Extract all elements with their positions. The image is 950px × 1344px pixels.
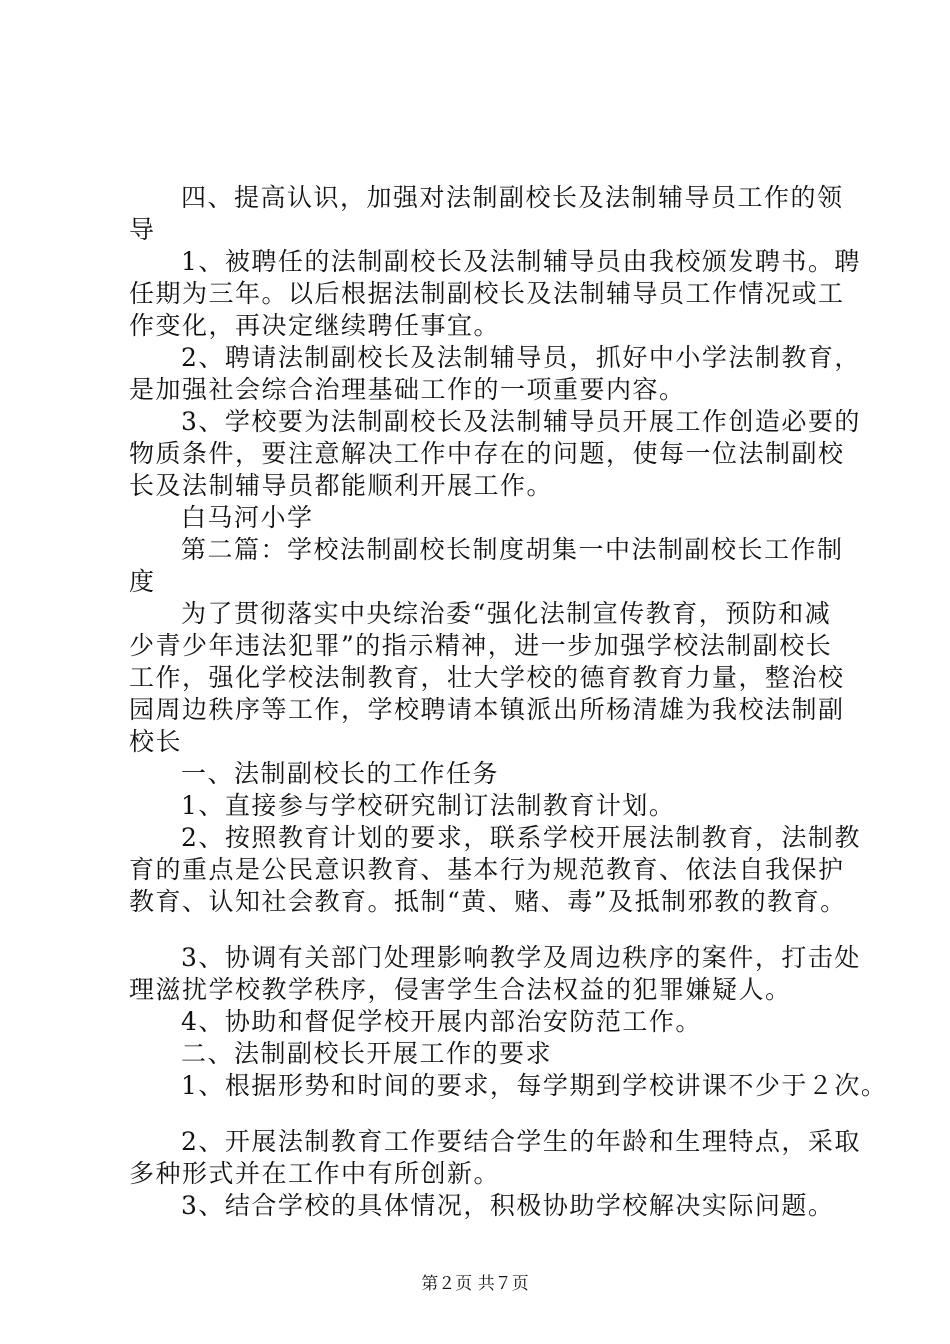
text-line: 工作，强化学校法制教育，壮大学校的德育教育力量，整治校 <box>129 663 845 692</box>
chapter-heading: 第二篇：学校法制副校长制度胡集一中法制副校长工作制 <box>181 535 844 564</box>
text-line: 长及法制辅导员都能顺利开展工作。 <box>129 471 554 500</box>
page-number-footer: 第２页 共７页 <box>421 1274 529 1294</box>
text-line: 作变化，再决定继续聘任事宜。 <box>129 311 501 340</box>
signature-school-name: 白马河小学 <box>181 503 314 532</box>
section-heading: 二、法制副校长开展工作的要求 <box>181 1039 553 1068</box>
text-line: 育的重点是公民意识教育、基本行为规范教育、依法自我保护 <box>129 855 845 884</box>
text-line: 3、协调有关部门处理影响教学及周边秩序的案件，打击处 <box>181 943 861 972</box>
text-line: 教育、认知社会教育。抵制“黄、赌、毒”及抵制邪教的教育。 <box>129 887 847 916</box>
text-line: 物质条件，要注意解决工作中存在的问题，使每一位法制副校 <box>129 439 845 468</box>
text-line: 4、协助和督促学校开展内部治安防范工作。 <box>181 1007 702 1036</box>
text-line: 园周边秩序等工作，学校聘请本镇派出所杨清雄为我校法制副 <box>129 695 845 724</box>
text-line: 3、学校要为法制副校长及法制辅导员开展工作创造必要的 <box>181 407 861 436</box>
text-line: 1、根据形势和时间的要求，每学期到学校讲课不少于２次。 <box>181 1071 888 1100</box>
text-line: 导 <box>129 215 156 244</box>
text-line: 少青少年违法犯罪”的指示精神，进一步加强学校法制副校长 <box>129 631 833 660</box>
text-line: 是加强社会综合治理基础工作的一项重要内容。 <box>129 375 686 404</box>
text-line: 为了贯彻落实中央综治委“强化法制宣传教育，预防和减 <box>181 599 832 628</box>
section-heading: 一、法制副校长的工作任务 <box>181 759 500 788</box>
text-line: 2、聘请法制副校长及法制辅导员，抓好中小学法制教育， <box>181 343 861 372</box>
section-heading: 四、提高认识，加强对法制副校长及法制辅导员工作的领 <box>181 183 844 212</box>
text-line: 多种形式并在工作中有所创新。 <box>129 1159 501 1188</box>
text-line: 任期为三年。以后根据法制副校长及法制辅导员工作情况或工 <box>129 279 845 308</box>
text-line: 3、结合学校的具体情况，积极协助学校解决实际问题。 <box>181 1191 835 1220</box>
text-line: 2、开展法制教育工作要结合学生的年龄和生理特点，采取 <box>181 1127 861 1156</box>
text-line: 校长 <box>129 727 183 756</box>
text-line: 2、按照教育计划的要求，联系学校开展法制教育，法制教 <box>181 823 861 852</box>
text-line: 1、直接参与学校研究制订法制教育计划。 <box>181 791 676 820</box>
text-line: 理滋扰学校教学秩序，侵害学生合法权益的犯罪嫌疑人。 <box>129 975 792 1004</box>
text-line: 1、被聘任的法制副校长及法制辅导员由我校颁发聘书。聘 <box>181 247 861 276</box>
text-line: 度 <box>129 567 156 596</box>
